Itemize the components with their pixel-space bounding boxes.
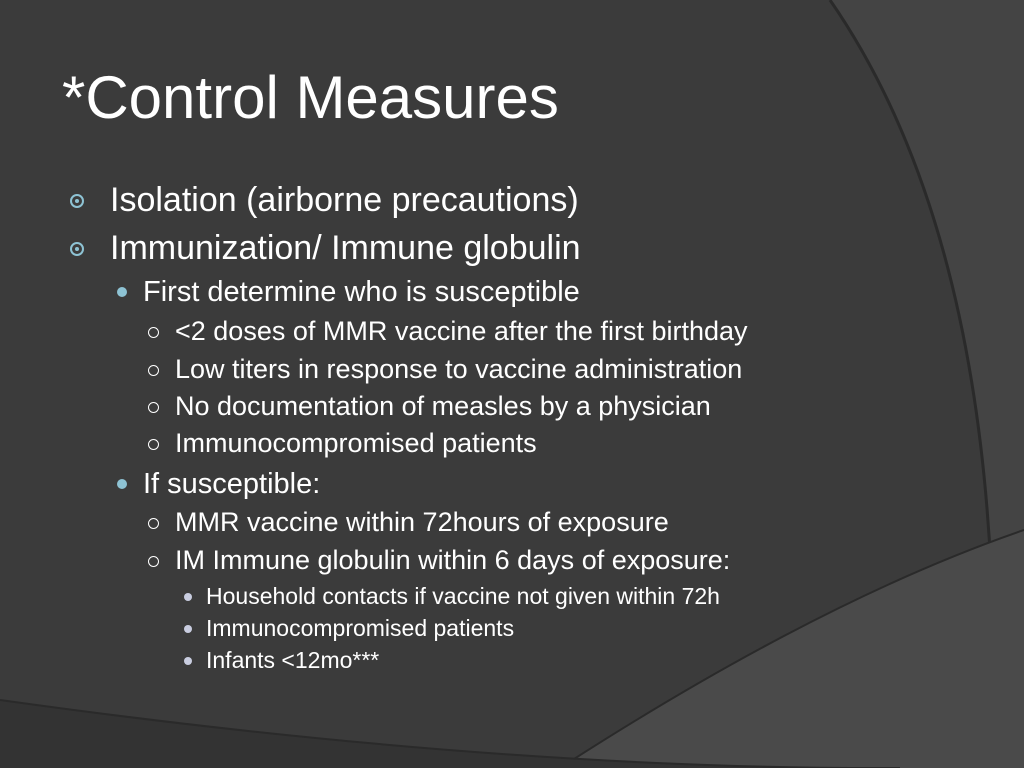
bullet-level2-if-susceptible: If susceptible: [143,468,321,500]
bullet-level4-item: Infants <12mo*** [206,647,380,673]
bullet-level1-immunization: Immunization/ Immune globulin [110,229,581,267]
ring-bullet-icon [148,439,159,450]
bullet-level4-item: Household contacts if vaccine not given within 72h [206,583,720,609]
small-dot-bullet-icon [184,625,192,633]
ring-bullet-icon [148,365,159,376]
dot-bullet-icon [117,287,127,297]
ring-bullet-icon [148,327,159,338]
target-bullet-icon [70,242,84,256]
bullet-level3-item: <2 doses of MMR vaccine after the first birthday [175,316,748,346]
target-bullet-icon [70,194,84,208]
ring-bullet-icon [148,518,159,529]
dot-bullet-icon [117,479,127,489]
slide-title: *Control Measures [62,64,559,131]
ring-bullet-icon [148,402,159,413]
bullet-level4-item: Immunocompromised patients [206,615,515,641]
bullet-level3-item: Immunocompromised patients [175,428,537,458]
bullet-level1-isolation: Isolation (airborne precautions) [110,181,579,219]
small-dot-bullet-icon [184,657,192,665]
bullet-level3-item: MMR vaccine within 72hours of exposure [175,507,669,537]
bullet-level3-item: No documentation of measles by a physician [175,391,711,421]
small-dot-bullet-icon [184,593,192,601]
bullet-level3-item: IM Immune globulin within 6 days of exposure: [175,545,731,575]
ring-bullet-icon [148,556,159,567]
bullet-level2-determine: First determine who is susceptible [143,276,580,308]
bullet-level3-item: Low titers in response to vaccine administration [175,354,743,384]
